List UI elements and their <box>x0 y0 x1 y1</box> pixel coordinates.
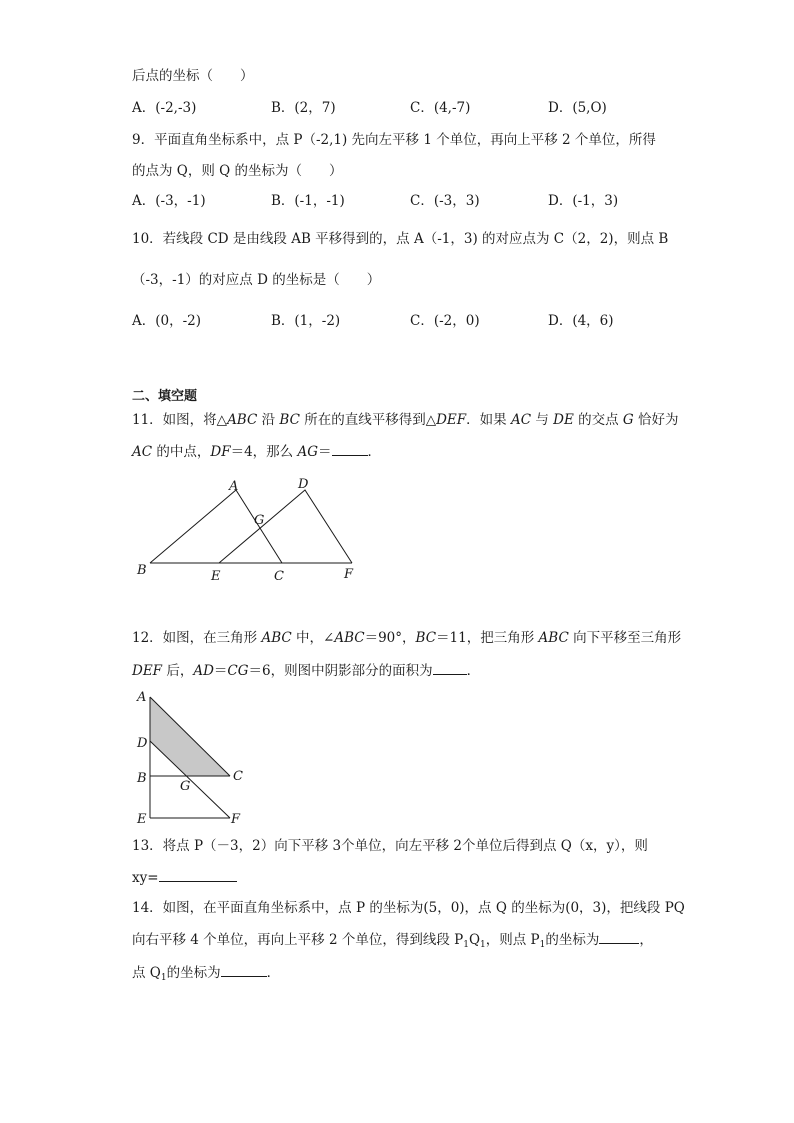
q12-stem-line1: 12．如图，在三角形 ABC 中，∠ABC＝90°，BC＝11，把三角形 ABC 向下平移至三角形 <box>132 630 682 646</box>
section-title-fill-in: 二、填空题 <box>132 389 198 404</box>
q11-label-e: E <box>211 569 221 584</box>
q12-label-d: D <box>137 736 148 751</box>
q10-option-d: D．(4，6) <box>548 313 614 329</box>
q11-stem-line1: 11．如图，将△ABC 沿 BC 所在的直线平移得到△DEF．如果 AC 与 DE 的交点 G 恰好为 <box>132 412 679 428</box>
q8-stem-continuation: 后点的坐标（ ） <box>132 68 254 84</box>
q9-stem-line1: 9．平面直角坐标系中，点 P（-2,1) 先向左平移 1 个单位，再向上平移 2 个单位，所得 <box>132 132 656 148</box>
q13-stem-line2: xy= <box>132 868 237 887</box>
q14-stem-line1: 14．如图，在平面直角坐标系中，点 P 的坐标为(5，0)，点 Q 的坐标为(0，3)，把线段 PQ <box>132 900 685 916</box>
q14-stem-line3: 点 $Q_1$的坐标为 ． <box>132 965 281 983</box>
q12-label-c: C <box>233 769 243 784</box>
q9-option-c: C．(-3，3) <box>410 193 480 209</box>
q12-stem-line2: DEF 后，AD＝CG＝6，则图中阴影部分的面积为 ． <box>132 663 481 679</box>
q14-stem-line2: 向右平移 4 个单位，再向上平移 2 个单位，得到线段 $P_1Q_1$，则点 $P_1$的坐标为 ， <box>132 932 653 950</box>
q11-label-a: A <box>229 479 239 494</box>
q12-label-b: B <box>137 771 147 786</box>
q8-option-c: C．(4,-7) <box>410 100 471 116</box>
q9-option-d: D．(-1，3) <box>548 193 619 209</box>
q8-option-b: B．(2，7) <box>271 100 336 116</box>
q13-answer-blank[interactable] <box>159 868 237 882</box>
q9-stem-line2: 的点为 Q，则 Q 的坐标为（ ） <box>132 163 343 179</box>
q11-label-b: B <box>137 563 147 578</box>
q12-label-g: G <box>180 779 191 794</box>
q12-label-e: E <box>137 812 147 827</box>
q11-label-f: F <box>344 567 354 582</box>
q14-p1-answer-blank[interactable] <box>599 930 639 944</box>
q9-option-b: B．(-1，-1) <box>271 193 345 209</box>
q12-label-a: A <box>137 690 147 705</box>
q10-option-a: A．(0，-2) <box>132 313 202 329</box>
q10-stem-line1: 10．若线段 CD 是由线段 AB 平移得到的，点 A（-1，3) 的对应点为 C（2，2)，则点 B <box>132 231 669 247</box>
q13-stem-line1: 13．将点 P（－3，2）向下平移 3个单位，向左平移 2个单位后得到点 Q（x，y），则 <box>132 838 648 854</box>
q10-stem-line2: （-3，-1）的对应点 D 的坐标是（ ） <box>132 272 381 288</box>
q12-label-f: F <box>231 812 241 827</box>
q11-label-g: G <box>254 513 265 528</box>
q9-option-a: A．(-3，-1) <box>132 193 206 209</box>
q10-option-b: B．(1，-2) <box>271 313 341 329</box>
q14-q1-answer-blank[interactable] <box>221 963 267 977</box>
q11-label-d: D <box>298 477 309 492</box>
q10-option-c: C．(-2，0) <box>410 313 480 329</box>
q8-option-a: A．(-2,-3) <box>132 100 197 116</box>
q8-option-d: D．(5,O) <box>548 100 607 116</box>
q11-label-c: C <box>274 569 284 584</box>
q11-stem-line2: AC 的中点，DF＝4，那么 AG＝ ． <box>132 444 382 460</box>
